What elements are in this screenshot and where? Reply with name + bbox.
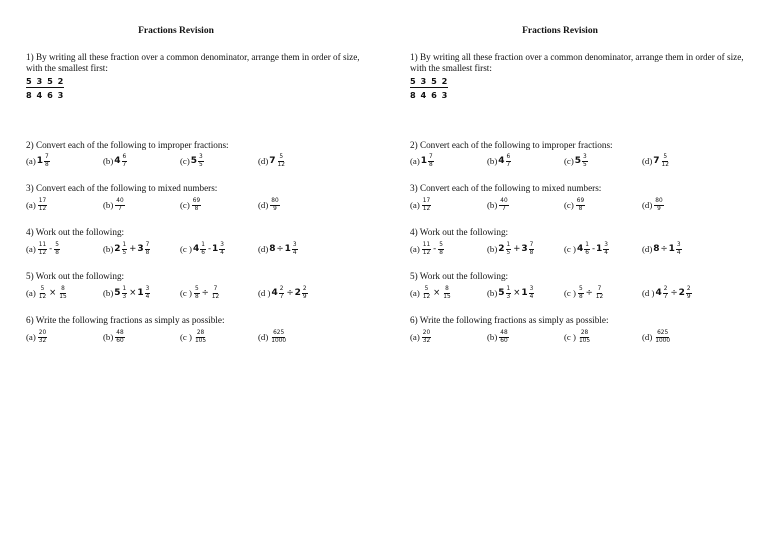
q3-item-d: (d) $\frac{80}{9}$: [642, 198, 663, 212]
q2-item-a: (a) 1 $\frac{7}{8}$: [410, 154, 433, 168]
q2-item-b: (b) 4 $\frac{6}{7}$: [487, 154, 511, 168]
q6-item-a: (a) $\frac{20}{32}$: [410, 330, 431, 344]
q4-item-c: (c ) 4 $\frac{1}{6}$ - 1 $\frac{3}{4}$: [564, 242, 608, 256]
q5-item-c: (c ) $\frac{5}{8}$ ÷ $\frac{7}{12}$: [180, 286, 220, 300]
question-4-text: 4) Work out the following:: [26, 227, 125, 237]
q5-item-d: (d ) 4 $\frac{2}{7}$ ÷ 2 $\frac{2}{9}$: [642, 286, 691, 300]
q4-item-c: (c ) 4 $\frac{1}{6}$ - 1 $\frac{3}{4}$: [180, 242, 224, 256]
q4-item-a: (a) $\frac{11}{12}$ - $\frac{5}{8}$: [26, 242, 59, 256]
question-3-items: [26, 194, 371, 216]
question-1-numerators: 5 3 5 2: [26, 76, 65, 86]
question-2-items: [26, 150, 371, 172]
question-6-text: 6) Write the following fractions as simply as possible:: [410, 315, 609, 325]
question-2-text: 2) Convert each of the following to improper fractions:: [410, 140, 613, 150]
q3-item-d: (d) $\frac{80}{9}$: [258, 198, 279, 212]
question-5-text: 5) Work out the following:: [410, 271, 509, 281]
question-1-text: 1) By writing all these fraction over a common denominator, arrange them in order of size, with the smallest first:: [410, 52, 744, 73]
q6-item-c: (c ) $\frac{28}{105}$: [564, 330, 591, 344]
q2-item-d: (d) 7 $\frac{5}{12}$: [258, 154, 285, 168]
q3-item-a: (a) $\frac{17}{12}$: [26, 198, 47, 212]
question-3-text: 3) Convert each of the following to mixed numbers:: [410, 183, 602, 193]
question-6-text: 6) Write the following fractions as simply as possible:: [26, 315, 225, 325]
question-2-items: [410, 150, 755, 172]
q4-item-b: (b) 2 $\frac{1}{5}$ + 3 $\frac{7}{8}$: [487, 242, 534, 256]
q5-item-b: (b) 5 $\frac{1}{3}$ × 1 $\frac{3}{4}$: [103, 286, 150, 300]
q3-item-b: (b) $\frac{40}{7}$: [103, 198, 124, 212]
q4-item-d: (d) 8 ÷ 1 $\frac{3}{4}$: [642, 242, 681, 256]
q6-item-b: (b) $\frac{48}{60}$: [487, 330, 508, 344]
question-6-items: [26, 326, 371, 348]
question-5-items: [410, 282, 755, 304]
page-title: Fractions Revision: [138, 26, 214, 36]
q3-item-b: (b) $\frac{40}{7}$: [487, 198, 508, 212]
question-6-items: [410, 326, 755, 348]
q6-item-d: (d) $\frac{625}{1000}$: [642, 330, 671, 344]
question-2-text: 2) Convert each of the following to improper fractions:: [26, 140, 229, 150]
q4-item-a: (a) $\frac{11}{12}$ - $\frac{5}{8}$: [410, 242, 443, 256]
question-3-text: 3) Convert each of the following to mixed numbers:: [26, 183, 218, 193]
q2-item-c: (c) 5 $\frac{3}{5}$: [180, 154, 203, 168]
question-1-text: 1) By writing all these fraction over a common denominator, arrange them in order of size, with the smallest first:: [26, 52, 360, 73]
q3-item-c: (c) $\frac{69}{8}$: [564, 198, 585, 212]
q4-item-b: (b) 2 $\frac{1}{5}$ + 3 $\frac{7}{8}$: [103, 242, 150, 256]
q5-item-a: (a) $\frac{5}{12}$ × $\frac{8}{15}$: [410, 286, 451, 300]
q5-item-b: (b) 5 $\frac{1}{3}$ × 1 $\frac{3}{4}$: [487, 286, 534, 300]
page-title: Fractions Revision: [522, 26, 598, 36]
q4-item-d: (d) 8 ÷ 1 $\frac{3}{4}$: [258, 242, 297, 256]
q3-item-a: (a) $\frac{17}{12}$: [410, 198, 431, 212]
question-4-items: [26, 238, 371, 260]
q6-item-a: (a) $\frac{20}{32}$: [26, 330, 47, 344]
question-5-text: 5) Work out the following:: [26, 271, 125, 281]
question-3-items: [410, 194, 755, 216]
q2-item-d: (d) 7 $\frac{5}{12}$: [642, 154, 669, 168]
q6-item-d: (d) $\frac{625}{1000}$: [258, 330, 287, 344]
q6-item-b: (b) $\frac{48}{60}$: [103, 330, 124, 344]
q5-item-a: (a) $\frac{5}{12}$ × $\frac{8}{15}$: [26, 286, 67, 300]
q2-item-b: (b) 4 $\frac{6}{7}$: [103, 154, 127, 168]
q2-item-c: (c) 5 $\frac{3}{5}$: [564, 154, 587, 168]
q2-item-a: (a) 1 $\frac{7}{8}$: [26, 154, 49, 168]
q6-item-c: (c ) $\frac{28}{105}$: [180, 330, 207, 344]
q5-item-c: (c ) $\frac{5}{8}$ ÷ $\frac{7}{12}$: [564, 286, 604, 300]
q5-item-d: (d ) 4 $\frac{2}{7}$ ÷ 2 $\frac{2}{9}$: [258, 286, 307, 300]
question-1-denominators: 8 4 6 3: [26, 90, 65, 100]
question-5-items: [26, 282, 371, 304]
question-1-denominators: 8 4 6 3: [410, 90, 449, 100]
question-1-numerators: 5 3 5 2: [410, 76, 449, 86]
question-4-text: 4) Work out the following:: [410, 227, 509, 237]
q3-item-c: (c) $\frac{69}{8}$: [180, 198, 201, 212]
question-4-items: [410, 238, 755, 260]
